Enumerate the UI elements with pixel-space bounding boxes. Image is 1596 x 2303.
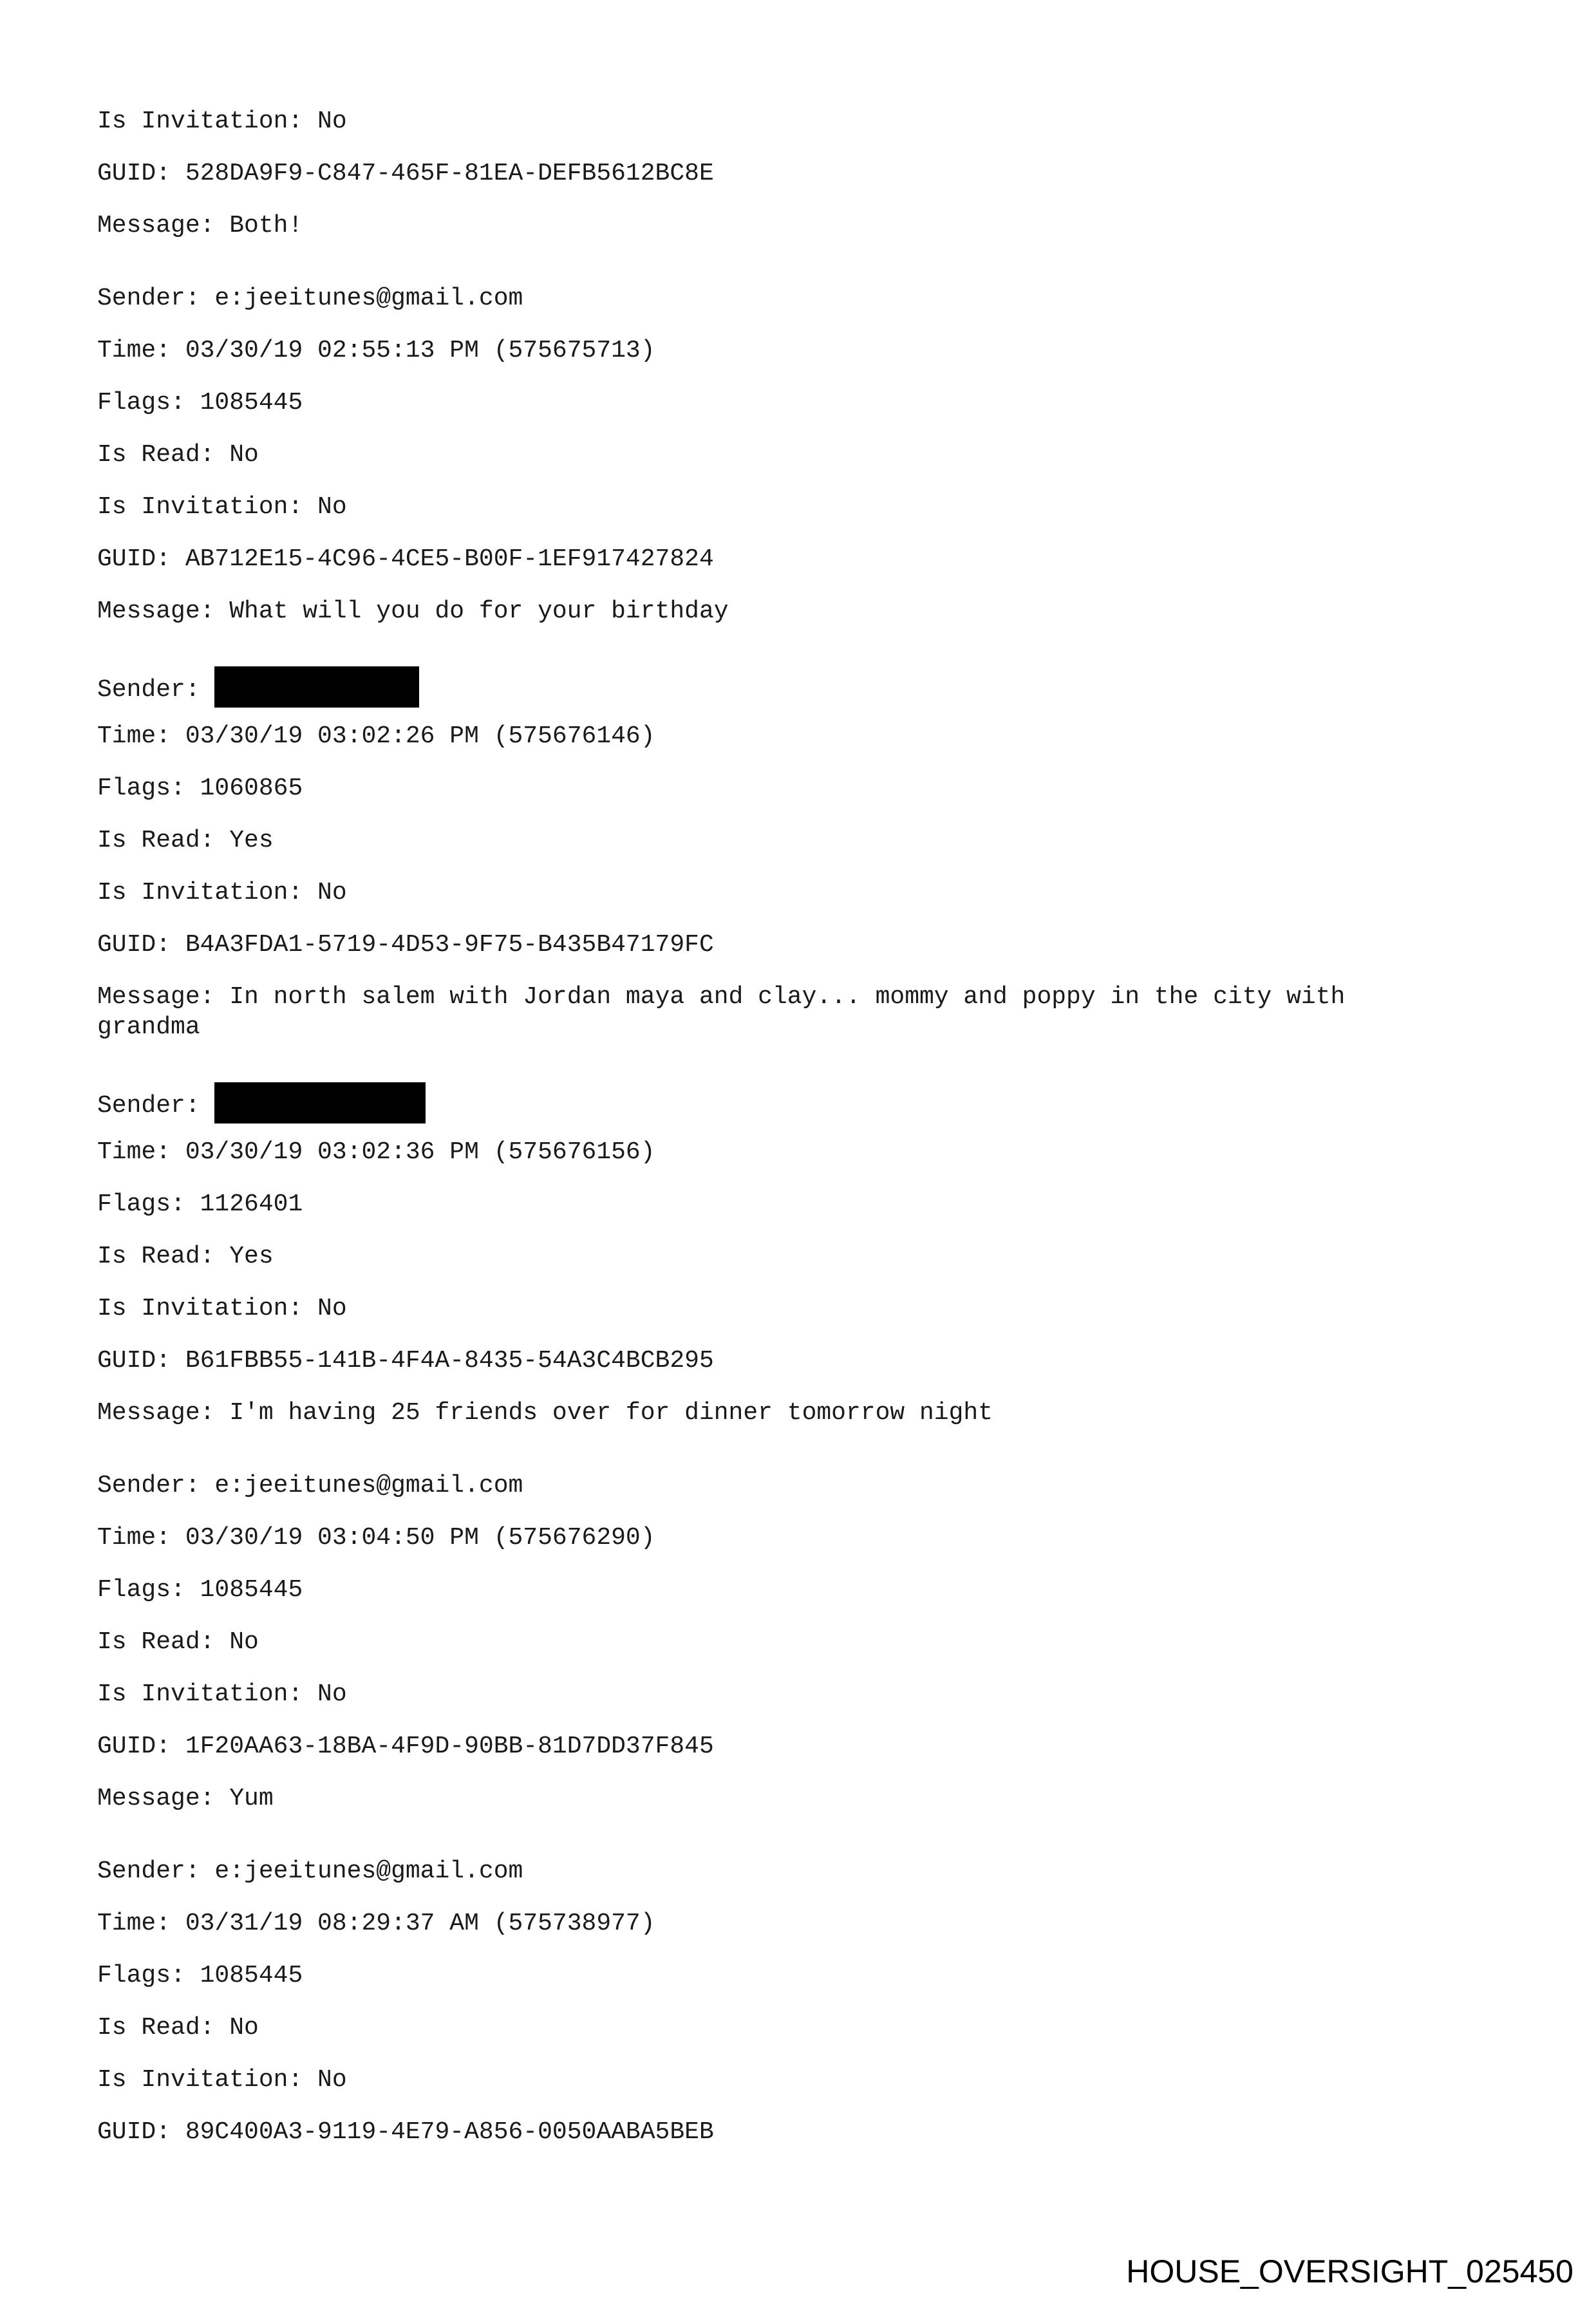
time-line: Time: 03/30/19 03:02:26 PM (575676146) — [97, 722, 655, 750]
is-read-line: Is Read: No — [97, 1628, 259, 1656]
bates-number: HOUSE_OVERSIGHT_025450 — [1126, 2253, 1573, 2289]
is-invitation-line: Is Invitation: No — [97, 493, 347, 521]
is-invitation-line: Is Invitation: No — [97, 1680, 347, 1708]
flags-line: Flags: 1060865 — [97, 775, 303, 802]
is-invitation-line: Is Invitation: No — [97, 879, 347, 907]
record-separator — [97, 263, 1514, 283]
record-separator — [97, 1450, 1514, 1471]
record-separator — [97, 1836, 1514, 1856]
is-invitation-line: Is Invitation: No — [97, 1295, 347, 1322]
sender-label: Sender: — [97, 1092, 215, 1120]
is-read-line: Is Read: No — [97, 2014, 259, 2042]
is-read-line: Is Read: Yes — [97, 827, 274, 854]
sender-line: Sender: e:jeeitunes@gmail.com — [97, 1472, 523, 1499]
flags-line: Flags: 1126401 — [97, 1190, 303, 1218]
guid-line: GUID: B4A3FDA1-5719-4D53-9F75-B435B47179FC — [97, 931, 714, 959]
sender-line — [97, 669, 1514, 704]
message-line: Message: In north salem with Jordan maya and clay... mommy and poppy in the city with grandma — [97, 983, 1346, 1041]
redaction-box — [214, 666, 419, 708]
time-line: Time: 03/30/19 02:55:13 PM (575675713) — [97, 337, 655, 364]
flags-line: Flags: 1085445 — [97, 1576, 303, 1604]
message-line: Message: I'm having 25 friends over for dinner tomorrow night — [97, 1399, 993, 1427]
flags-line: Flags: 1085445 — [97, 389, 303, 417]
is-read-line: Is Read: Yes — [97, 1243, 274, 1270]
guid-line: GUID: B61FBB55-141B-4F4A-8435-54A3C4BCB295 — [97, 1347, 714, 1375]
sender-line — [97, 1085, 1514, 1120]
time-line: Time: 03/30/19 03:04:50 PM (575676290) — [97, 1524, 655, 1552]
sender-line: Sender: e:jeeitunes@gmail.com — [97, 1857, 523, 1885]
message-line: Message: Yum — [97, 1785, 274, 1812]
time-line: Time: 03/31/19 08:29:37 AM (575738977) — [97, 1910, 655, 1937]
time-line: Time: 03/30/19 03:02:36 PM (575676156) — [97, 1138, 655, 1166]
document-body — [97, 106, 1514, 2169]
is-invitation-line: Is Invitation: No — [97, 2066, 347, 2094]
message-line: Message: Both! — [97, 212, 303, 240]
message-line: Message: What will you do for your birthday — [97, 597, 729, 625]
flags-line: Flags: 1085445 — [97, 1962, 303, 1989]
guid-line: GUID: AB712E15-4C96-4CE5-B00F-1EF917427824 — [97, 545, 714, 573]
guid-line: GUID: 1F20AA63-18BA-4F9D-90BB-81D7DD37F845 — [97, 1733, 714, 1760]
sender-label: Sender: — [97, 676, 215, 704]
guid-line: GUID: 528DA9F9-C847-465F-81EA-DEFB5612BC8E — [97, 160, 714, 187]
redaction-box — [214, 1082, 426, 1123]
is-read-line: Is Read: No — [97, 441, 259, 469]
guid-line: GUID: 89C400A3-9119-4E79-A856-0050AABA5BEB — [97, 2118, 714, 2146]
is-invitation-line: Is Invitation: No — [97, 108, 347, 135]
sender-line: Sender: e:jeeitunes@gmail.com — [97, 285, 523, 312]
